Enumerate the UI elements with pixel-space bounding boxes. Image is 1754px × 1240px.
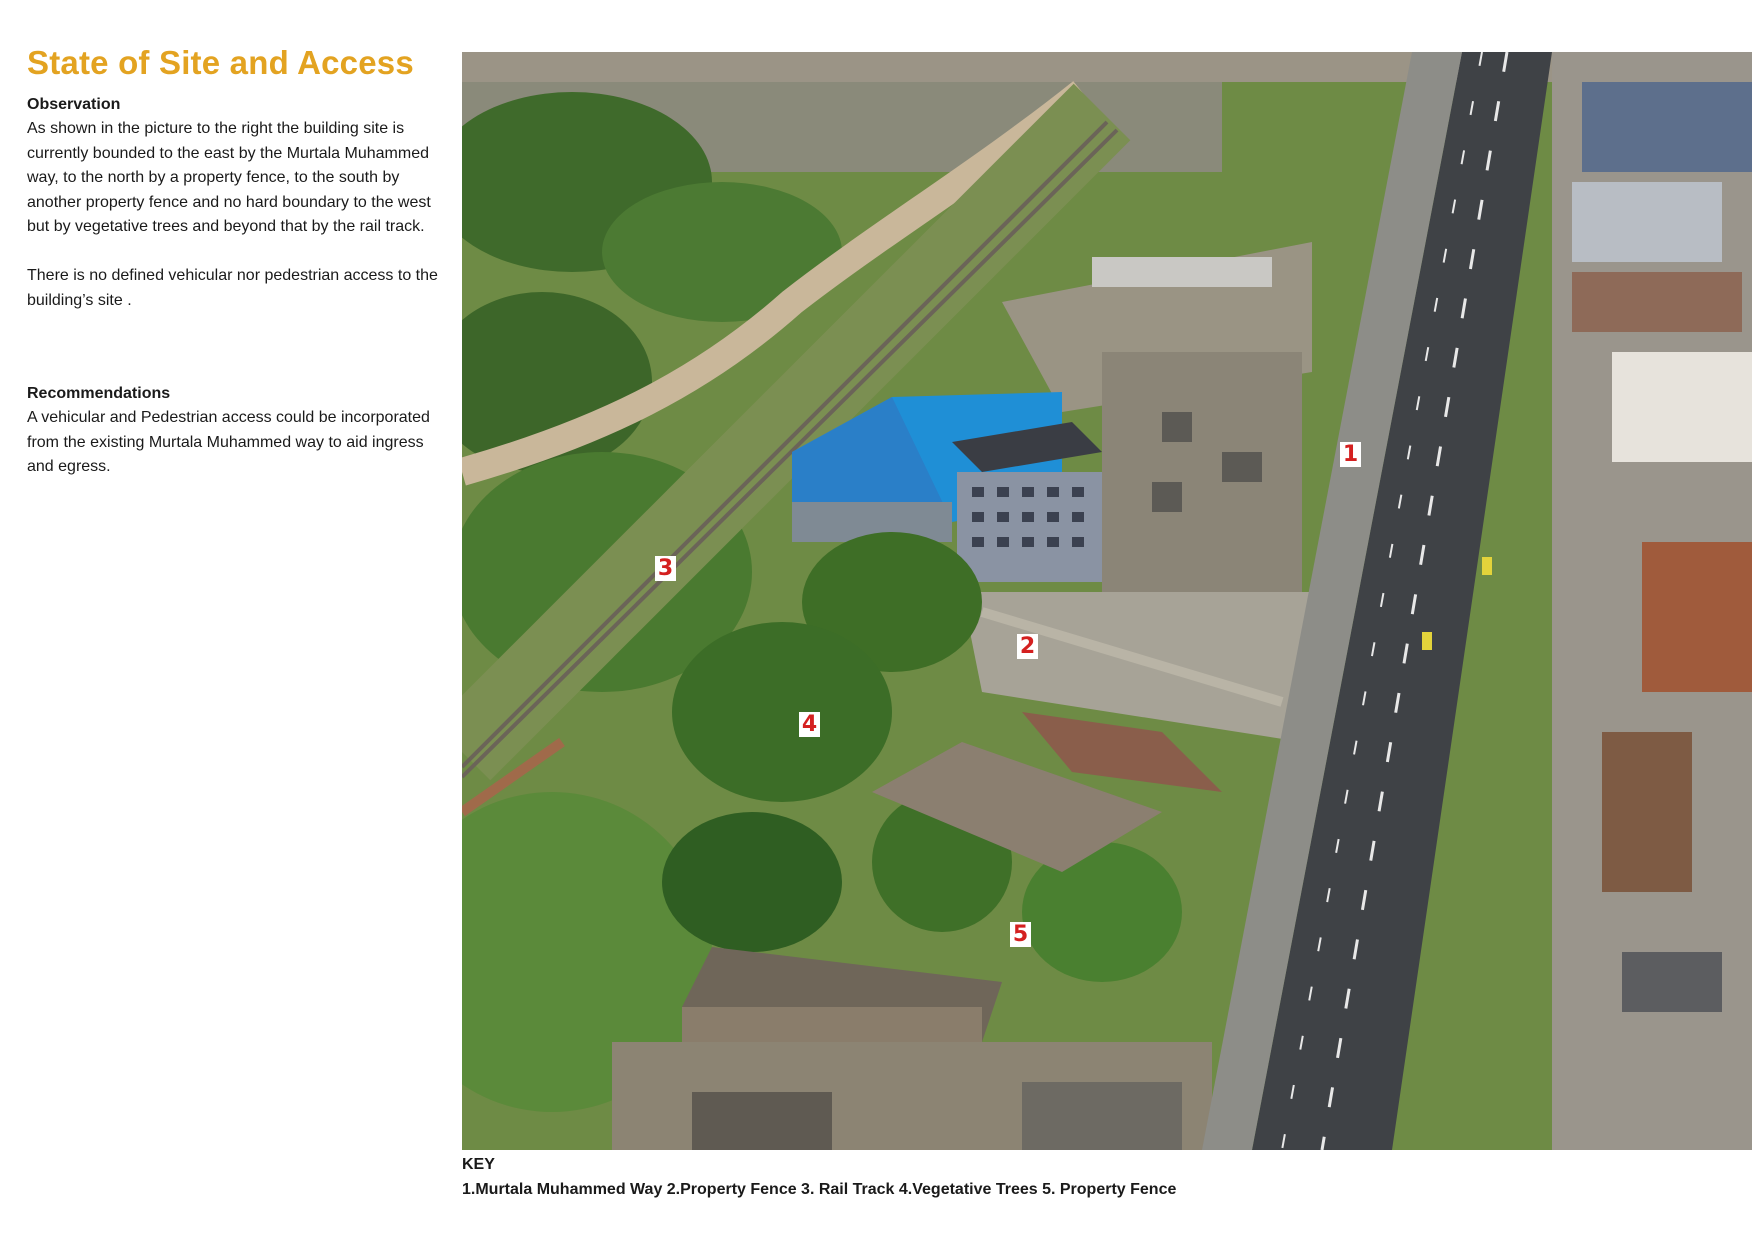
marker-1: 1 — [1340, 442, 1361, 467]
key-legend — [462, 1152, 1176, 1202]
aerial-illustration — [462, 52, 1752, 1150]
aerial-site-photo — [462, 52, 1752, 1150]
marker-2: 2 — [1017, 634, 1038, 659]
marker-4: 4 — [799, 712, 820, 737]
text-panel — [27, 44, 447, 480]
recommendations-heading: Recommendations — [27, 385, 171, 403]
key-items: 1.Murtala Muhammed Way 2.Property Fence 3. Rail Track 4.Vegetative Trees 5. Property Fence — [462, 1181, 1177, 1198]
recommendations-paragraph: A vehicular and Pedestrian access could be incorporated from the existing Murtala Muhammed way to aid ingress and egress. — [27, 409, 430, 476]
marker-5: 5 — [1010, 922, 1031, 947]
page-title: State of Site and Access — [27, 44, 414, 81]
observation-paragraph-1: As shown in the picture to the right the building site is currently bounded to the east by the Murtala Muhammed way, to the north by a property fence, to the south by another property fence and no hard boundary to the west but by vegetative trees and beyond that by the rail track. — [27, 120, 431, 236]
key-heading: KEY — [462, 1156, 495, 1173]
observation-heading: Observation — [27, 96, 121, 113]
observation-paragraph-2: There is no defined vehicular nor pedestrian access to the building’s site . — [27, 266, 438, 309]
marker-3: 3 — [655, 556, 676, 581]
